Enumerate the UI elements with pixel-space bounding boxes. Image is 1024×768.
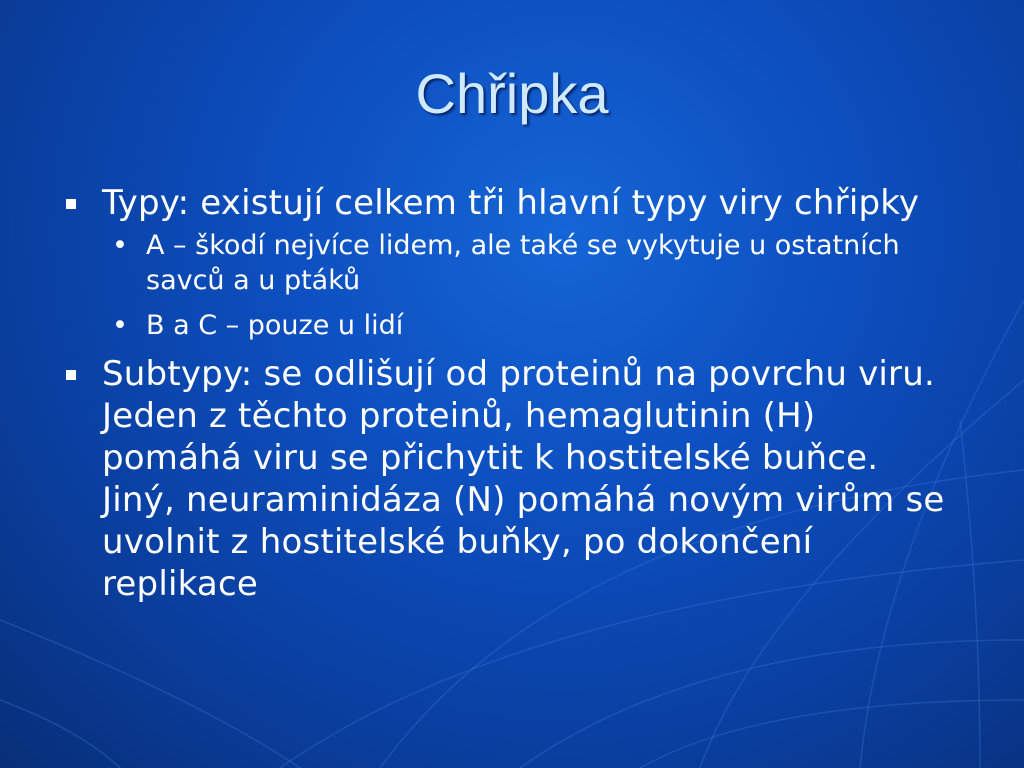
slide-content <box>60 182 960 609</box>
sub-bullet-item-a <box>60 228 960 298</box>
bullet-text-types: Typy: existují celkem tři hlavní typy viry chřipky <box>102 183 920 223</box>
dot-bullet-icon: • <box>112 310 128 341</box>
slide-title: Chřipka <box>415 62 609 125</box>
sub-bullet-item-bc <box>60 308 960 343</box>
sub-bullet-text-a: A – škodí nejvíce lidem, ale také se vykytuje u ostatních savců a u ptáků <box>146 230 900 296</box>
square-bullet-icon <box>66 199 76 209</box>
bullet-item-types <box>60 182 960 224</box>
square-bullet-icon <box>66 370 76 380</box>
bullet-text-subtypes: Subtypy: se odlišují od proteinů na povrchu viru. Jeden z těchto proteinů, hemaglutinin (H) pomáhá viru se přichytit k hostitelské buňce. Jiný, neuraminidáza (N) pomáhá novým virům se uvolnit z hostitelské buňky, po dokončení replikace <box>102 354 945 604</box>
dot-bullet-icon: • <box>112 230 128 261</box>
bullet-item-subtypes <box>60 353 960 605</box>
sub-bullet-text-bc: B a C – pouze u lidí <box>146 310 404 341</box>
